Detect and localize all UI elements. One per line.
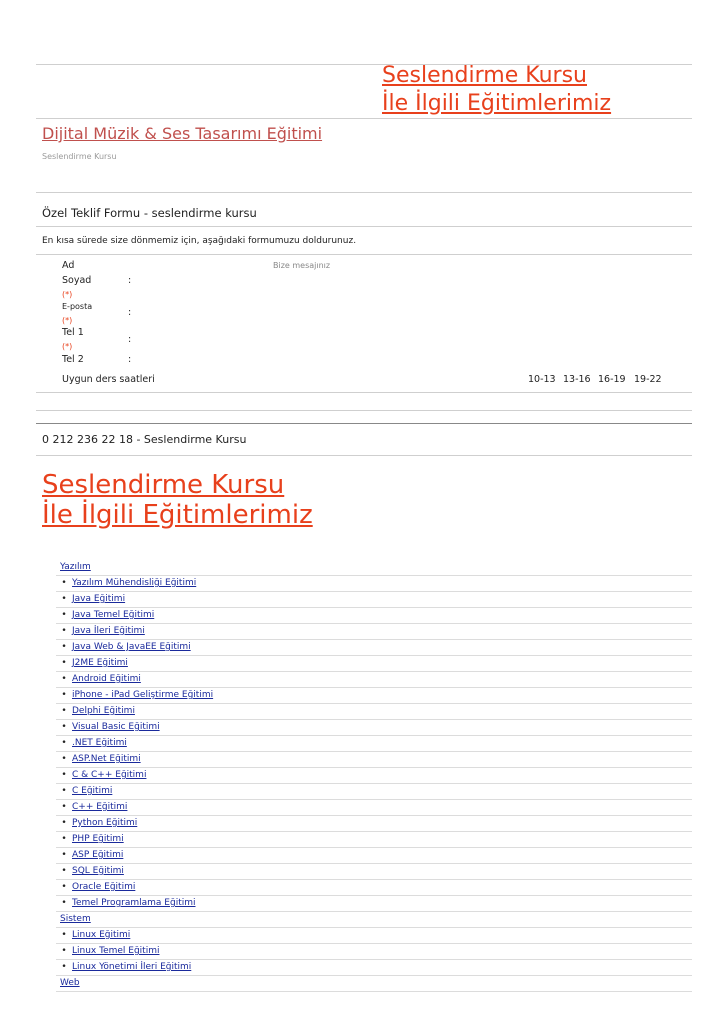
list-item[interactable]: • Oracle Eğitimi: [56, 880, 692, 896]
header-title-line1[interactable]: Seslendirme Kursu: [382, 63, 587, 88]
tel1-required: (*): [62, 342, 73, 351]
category-system[interactable]: Sistem: [56, 912, 692, 928]
section-title[interactable]: [42, 470, 313, 530]
header-title-line2[interactable]: İle İlgili Eğitimlerimiz: [382, 91, 612, 116]
list-item[interactable]: • ASP.Net Eğitimi: [56, 752, 692, 768]
list-item[interactable]: • Visual Basic Eğitimi: [56, 720, 692, 736]
tel1-colon: :: [128, 334, 132, 345]
list-item[interactable]: • Java Temel Eğitimi: [56, 608, 692, 624]
list-item[interactable]: • Android Eğitimi: [56, 672, 692, 688]
section-title-line1[interactable]: Seslendirme Kursu: [42, 470, 285, 500]
message-label: Bize mesajınız: [273, 261, 331, 270]
hour-option-1[interactable]: 10-13: [528, 374, 556, 385]
list-item[interactable]: • Linux Temel Eğitimi: [56, 944, 692, 960]
list-item[interactable]: • Delphi Eğitimi: [56, 704, 692, 720]
form-top-divider: [36, 192, 692, 193]
list-item[interactable]: • C & C++ Eğitimi: [56, 768, 692, 784]
list-item[interactable]: • PHP Eğitimi: [56, 832, 692, 848]
surname-required: (*): [62, 290, 73, 299]
form-bottom-divider: [36, 392, 692, 393]
contact-line: 0 212 236 22 18 - Seslendirme Kursu: [42, 433, 247, 446]
form-title: Özel Teklif Formu - seslendirme kursu: [42, 206, 257, 220]
list-item[interactable]: • SQL Eğitimi: [56, 864, 692, 880]
list-item[interactable]: • C Eğitimi: [56, 784, 692, 800]
list-item[interactable]: • Linux Eğitimi: [56, 928, 692, 944]
header-title[interactable]: [382, 62, 611, 118]
list-item[interactable]: • Java Web & JavaEE Eğitimi: [56, 640, 692, 656]
form-title-divider: [36, 226, 692, 227]
hour-option-4[interactable]: 19-22: [634, 374, 662, 385]
list-item[interactable]: • Linux Yönetimi İleri Eğitimi: [56, 960, 692, 976]
header-divider: [36, 118, 692, 119]
list-item[interactable]: • Temel Programlama Eğitimi: [56, 896, 692, 912]
hour-option-2[interactable]: 13-16: [563, 374, 591, 385]
category-web[interactable]: Web: [56, 976, 692, 992]
list-item[interactable]: • iPhone - iPad Geliştirme Eğitimi: [56, 688, 692, 704]
list-item[interactable]: • Java Eğitimi: [56, 592, 692, 608]
name-label: Ad: [62, 260, 75, 271]
section-title-line2[interactable]: İle İlgili Eğitimlerimiz: [42, 500, 313, 530]
hours-label: Uygun ders saatleri: [62, 374, 155, 385]
contact-divider: [36, 455, 692, 456]
email-required: (*): [62, 316, 73, 325]
tel2-colon: :: [128, 354, 132, 365]
category-software[interactable]: Yazılım: [56, 560, 692, 576]
email-colon: :: [128, 307, 132, 318]
course-list: [56, 560, 692, 992]
form-description: En kısa sürede size dönmemiz için, aşağıdaki formumuzu doldurunuz.: [42, 236, 357, 246]
form-desc-divider: [36, 254, 692, 255]
hour-option-3[interactable]: 16-19: [598, 374, 626, 385]
course-title[interactable]: Dijital Müzik & Ses Tasarımı Eğitimi: [42, 124, 323, 143]
list-item[interactable]: • Java İleri Eğitimi: [56, 624, 692, 640]
list-item[interactable]: • C++ Eğitimi: [56, 800, 692, 816]
list-item[interactable]: • J2ME Eğitimi: [56, 656, 692, 672]
list-item[interactable]: • Python Eğitimi: [56, 816, 692, 832]
list-item[interactable]: • ASP Eğitimi: [56, 848, 692, 864]
section-divider-light: [36, 410, 692, 411]
tel2-label: Tel 2: [62, 354, 84, 365]
email-label: E-posta: [62, 302, 93, 311]
surname-colon: :: [128, 275, 132, 286]
course-breadcrumb[interactable]: Seslendirme Kursu: [42, 152, 117, 161]
tel1-label: Tel 1: [62, 327, 84, 338]
list-item[interactable]: • .NET Eğitimi: [56, 736, 692, 752]
surname-label: Soyad: [62, 275, 92, 286]
section-divider-dark: [36, 423, 692, 424]
list-item[interactable]: • Yazılım Mühendisliği Eğitimi: [56, 576, 692, 592]
